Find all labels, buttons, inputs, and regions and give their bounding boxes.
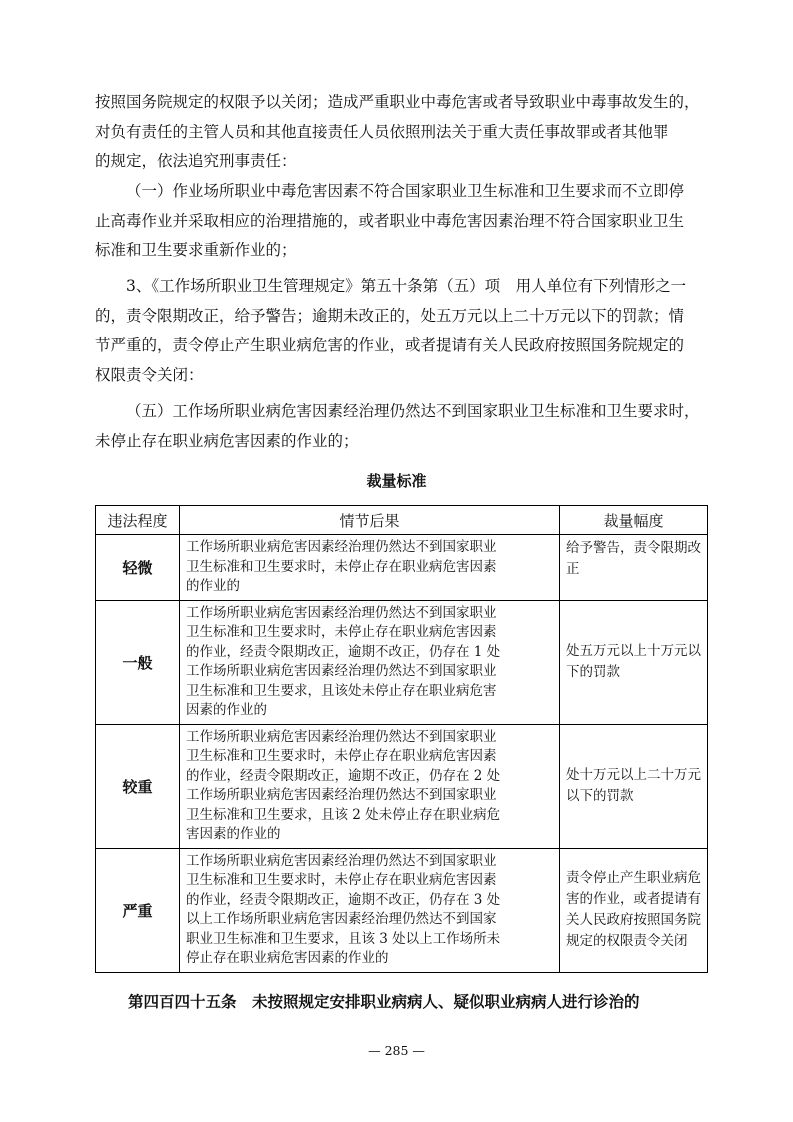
penalty-cell: 给予警告，责令限期改正	[560, 535, 708, 601]
text-line: 工作场所职业病危害因素经治理仍然达不到国家职业	[186, 604, 497, 621]
table-row	[96, 848, 708, 972]
severity-cell: 一般	[96, 600, 180, 724]
text-line: 卫生标准和卫生要求时，未停止存在职业病危害因素	[186, 624, 497, 640]
table-row	[96, 724, 708, 848]
circumstances-cell	[180, 848, 560, 972]
text-line: 的作业，经责令限期改正，逾期不改正，仍存在 1 处	[186, 643, 501, 660]
text-line: 以上工作场所职业病危害因素经治理仍然达不到国家	[186, 911, 497, 927]
text-line: （一）作业场所职业中毒危害因素不符合国家职业卫生标准和卫生要求而不立即停	[126, 182, 685, 200]
text-line: 标准和卫生要求重新作业的；	[95, 241, 297, 259]
text-line: 职业卫生标准和卫生要求，且该 3 处以上工作场所未	[186, 930, 501, 947]
text-line: 的规定，依法追究刑事责任：	[95, 152, 297, 170]
text-line: 卫生标准和卫生要求，且该处未停止存在职业病危害	[186, 682, 497, 699]
text-line: 卫生标准和卫生要求时，未停止存在职业病危害因素	[186, 748, 497, 764]
text-line: 的，责令限期改正，给予警告；逾期未改正的，处五万元以上二十万元以下的罚款；情	[95, 306, 685, 325]
text-line: 的作业的	[186, 578, 240, 594]
circumstances-cell	[180, 600, 560, 724]
section-heading-article-445: 第四百四十五条 未按照规定安排职业病病人、疑似职业病病人进行诊治的	[128, 993, 640, 1011]
table-row	[96, 535, 708, 601]
severity-cell: 较重	[96, 724, 180, 848]
page-number: — 285 —	[368, 1043, 425, 1058]
header-penalty-range: 裁量幅度	[560, 506, 708, 535]
penalty-cell: 责令停止产生职业病危害的作业，或者提请有关人民政府按照国务院规定的权限责令关闭	[560, 848, 708, 972]
text-line: 工作场所职业病危害因素经治理仍然达不到国家职业	[186, 539, 497, 555]
penalty-cell: 处五万元以上十万元以下的罚款	[560, 600, 708, 724]
penalty-standards-table	[95, 505, 708, 973]
text-line: 的作业，经责令限期改正，逾期不改正，仍存在 3 处	[186, 891, 501, 908]
text-line: 工作场所职业病危害因素经治理仍然达不到国家职业	[186, 728, 497, 745]
text-line: 权限责令关闭：	[95, 365, 204, 384]
paragraph-item-1	[95, 177, 707, 266]
circumstances-cell	[180, 535, 560, 601]
table-row	[96, 600, 708, 724]
header-circumstances: 情节后果	[180, 506, 560, 535]
text-line: 因素的作业的	[186, 702, 267, 718]
circumstances-cell	[180, 724, 560, 848]
text-line: 卫生标准和卫生要求时，未停止存在职业病危害因素	[186, 558, 497, 575]
text-line: 的作业，经责令限期改正，逾期不改正，仍存在 2 处	[186, 767, 501, 784]
text-line: 对负有责任的主管人员和其他直接责任人员依照刑法关于重大责任事故罪或者其他罪	[95, 122, 669, 141]
text-line: 按照国务院规定的权限予以关闭；造成严重职业中毒危害或者导致职业中毒事故发生的，	[95, 93, 700, 111]
table-header-row	[96, 506, 708, 535]
table-title: 裁量标准	[366, 472, 427, 490]
text-line: 止高毒作业并采取相应的治理措施的，或者职业中毒危害因素治理不符合国家职业卫生	[95, 211, 685, 230]
text-line: 卫生标准和卫生要求时，未停止存在职业病危害因素	[186, 872, 497, 888]
severity-cell: 轻微	[96, 535, 180, 601]
text-line: 工作场所职业病危害因素经治理仍然达不到国家职业	[186, 663, 497, 679]
text-line: （五）工作场所职业病危害因素经治理仍然达不到国家职业卫生标准和卫生要求时，	[126, 402, 700, 420]
penalty-cell: 处十万元以上二十万元以下的罚款	[560, 724, 708, 848]
header-severity: 违法程度	[96, 506, 180, 535]
text-line: 节严重的，责令停止产生职业病危害的作业，或者提请有关人民政府按照国务院规定的	[95, 336, 685, 354]
text-line: 工作场所职业病危害因素经治理仍然达不到国家职业	[186, 787, 497, 803]
text-line: 未停止存在职业病危害因素的作业的；	[95, 431, 359, 450]
text-line: 停止存在职业病危害因素的作业的	[186, 950, 389, 966]
severity-cell: 严重	[96, 848, 180, 972]
paragraph-item-5	[95, 397, 707, 456]
text-line: 工作场所职业病危害因素经治理仍然达不到国家职业	[186, 852, 497, 869]
paragraph-continuation	[95, 88, 707, 177]
text-line: 3、《工作场所职业卫生管理规定》第五十条第（五）项 用人单位有下列情形之一	[126, 277, 687, 295]
text-line: 害因素的作业的	[186, 826, 281, 842]
paragraph-regulation-3	[95, 272, 707, 390]
text-line: 卫生标准和卫生要求，且该 2 处未停止存在职业病危	[186, 806, 501, 823]
